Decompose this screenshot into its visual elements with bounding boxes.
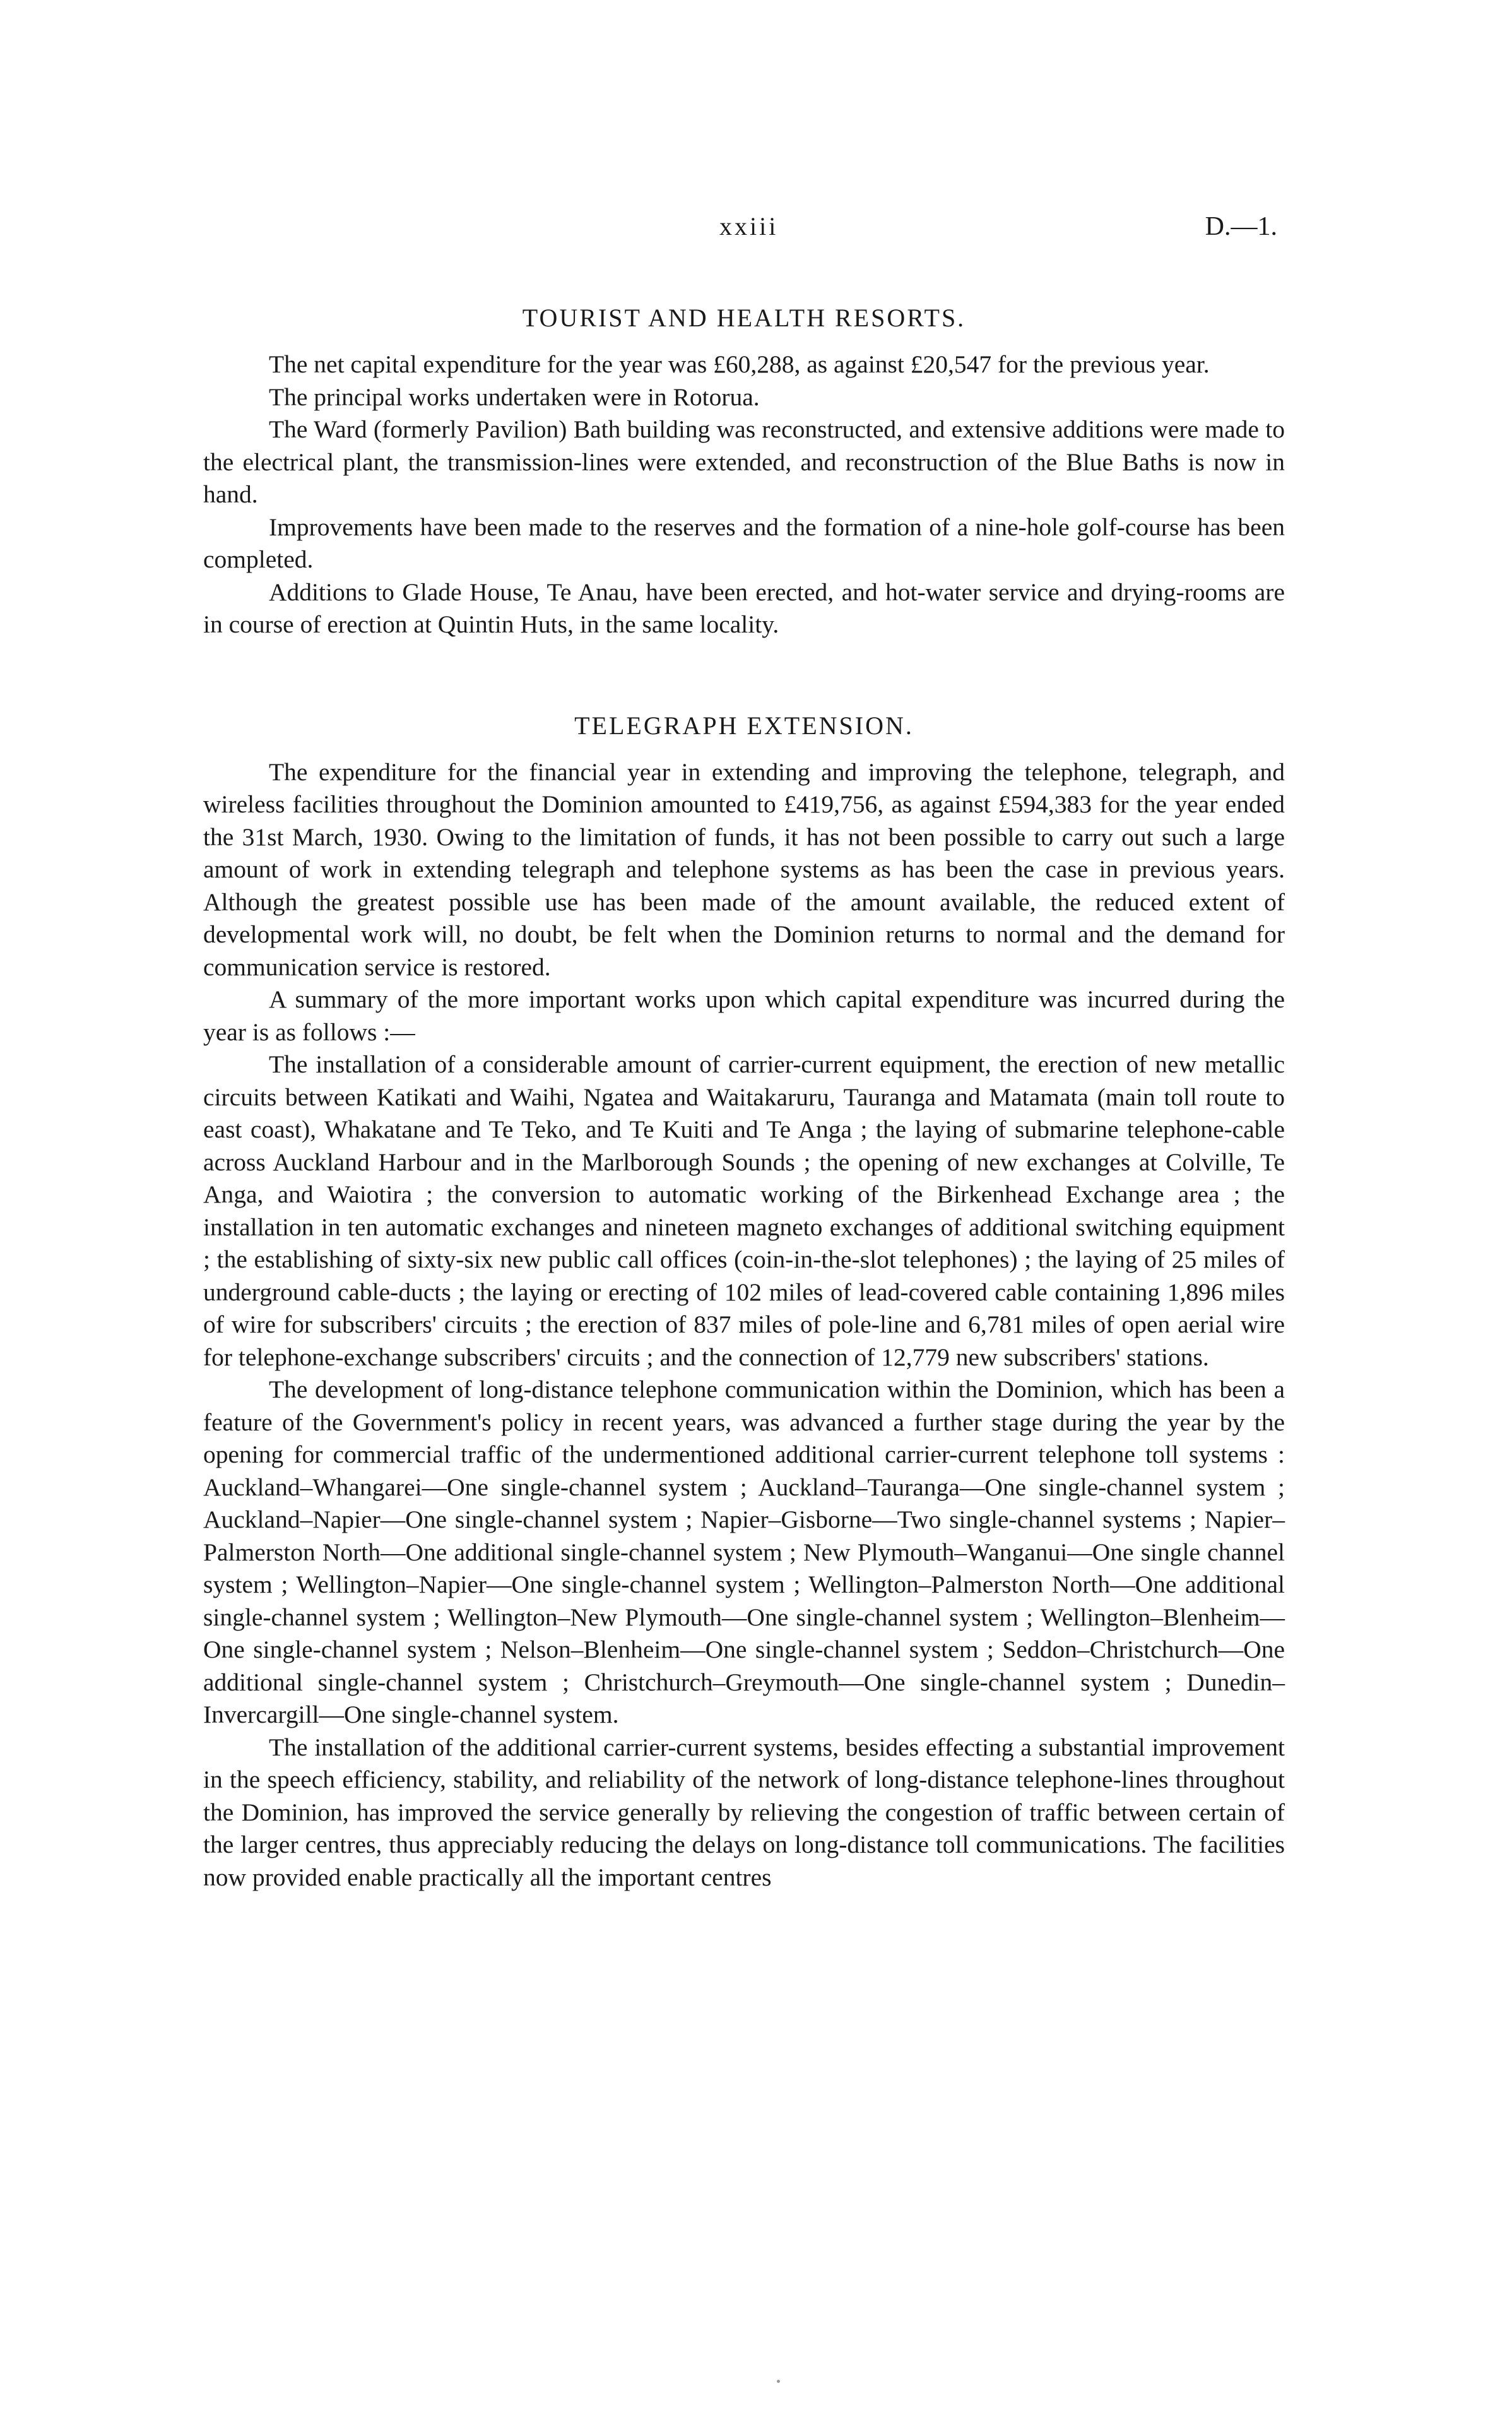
paragraph: The net capital expenditure for the year was £60,288, as against £20,547 for the previous year. xyxy=(269,350,1210,378)
paragraph: Additions to Glade House, Te Anau, have been erected, and hot-water service and drying-rooms are in course of erection at Quintin Huts, in the same locality. xyxy=(203,578,1285,638)
paragraph: The principal works undertaken were in Rotorua. xyxy=(269,383,760,411)
paragraph: The expenditure for the financial year in extending and improving the telephone, telegraph, and wireless facilities throughout the Dominion amounted to £419,756, as against £594,383 for the year ended the 31st March, 1930. Owing to the limitation of funds, it has not been possible to carry out such a large amount of work in extending telegraph and telephone systems as has been the case in previous years. Although the greatest possible use has been made of the amount available, the reduced extent of developmental work will, no doubt, be felt when the Dominion returns to normal and the demand for communication service is restored. xyxy=(203,757,1285,981)
paragraph: The development of long-distance telephone communication within the Dominion, which has been a feature of the Government's policy in recent years, was advanced a further stage during the year by the opening for commercial traffic of the undermentioned additional carrier-current telephone toll systems : Auckland–Whangarei—One single-channel system ; Auckland–Tauranga—One single-channel system ; Auckland–Napier—One single-channel system ; Napier–Gisborne—Two single-channel systems ; Napier–Palmerston North—One additional single-channel system ; New Plymouth–Wanganui—One single channel system ; Wellington–Napier—One single-channel system ; Wellington–Palmerston North—One additional single-channel system ; Wellington–New Plymouth—One single-channel system ; Wellington–Blenheim—One single-channel system ; Nelson–Blenheim—One single-channel system ; Seddon–Christchurch—One additional single-channel system ; Christchurch–Greymouth—One single-channel system ; Dunedin–Invercargill—One single-channel system. xyxy=(203,1375,1285,1728)
paragraph: The installation of the additional carrier-current systems, besides effecting a substantial improvement in the speech efficiency, stability, and reliability of the network of long-distance telephone-lines throughout the Dominion, has improved the service generally by relieving the congestion of traffic between certain of the larger centres, thus appreciably reducing the delays on long-distance toll communications. The facilities now provided enable practically all the important centres xyxy=(203,1733,1285,1891)
document-code: D.—1. xyxy=(1205,212,1277,241)
paragraph: The Ward (formerly Pavilion) Bath building was reconstructed, and extensive additions were made to the electrical plant, the transmission-lines were extended, and reconstruction of the Blue Baths is now in hand. xyxy=(203,415,1285,508)
scan-speck xyxy=(777,2380,780,2383)
paragraph: The installation of a considerable amount of carrier-current equipment, the erection of new metallic circuits between Katikati and Waihi, Ngatea and Waitakaruru, Tauranga and Matamata (main toll route to east coast), Whakatane and Te Teko, and Te Kuiti and Te Anga ; the laying of submarine telephone-cable across Auckland Harbour and in the Marlborough Sounds ; the opening of new exchanges at Colville, Te Anga, and Waiotira ; the conversion to automatic working of the Birkenhead Exchange area ; the installation in ten automatic exchanges and nineteen magneto exchanges of additional switching equipment ; the establishing of sixty-six new public call offices (coin-in-the-slot telephones) ; the laying of 25 miles of underground cable-ducts ; the laying or erecting of 102 miles of lead-covered cable containing 1,896 miles of wire for subscribers' circuits ; the erection of 837 miles of pole-line and 6,781 miles of open aerial wire for telephone-exchange subscribers' circuits ; and the connection of 12,779 new subscribers' stations. xyxy=(203,1050,1285,1371)
section-tourist-health-resorts xyxy=(203,302,1285,641)
section-title: TOURIST AND HEALTH RESORTS. xyxy=(522,304,966,332)
page-body xyxy=(203,302,1285,1894)
page-number: xxiii xyxy=(719,212,779,241)
page-header xyxy=(0,211,1512,249)
paragraph: A summary of the more important works upon which capital expenditure was incurred during the year is as follows :— xyxy=(203,985,1285,1046)
section-telegraph-extension xyxy=(203,710,1285,1894)
section-title: TELEGRAPH EXTENSION. xyxy=(574,711,914,740)
paragraph: Improvements have been made to the reserves and the formation of a nine-hole golf-course has been completed. xyxy=(203,513,1285,573)
section-spacer xyxy=(203,641,1285,710)
